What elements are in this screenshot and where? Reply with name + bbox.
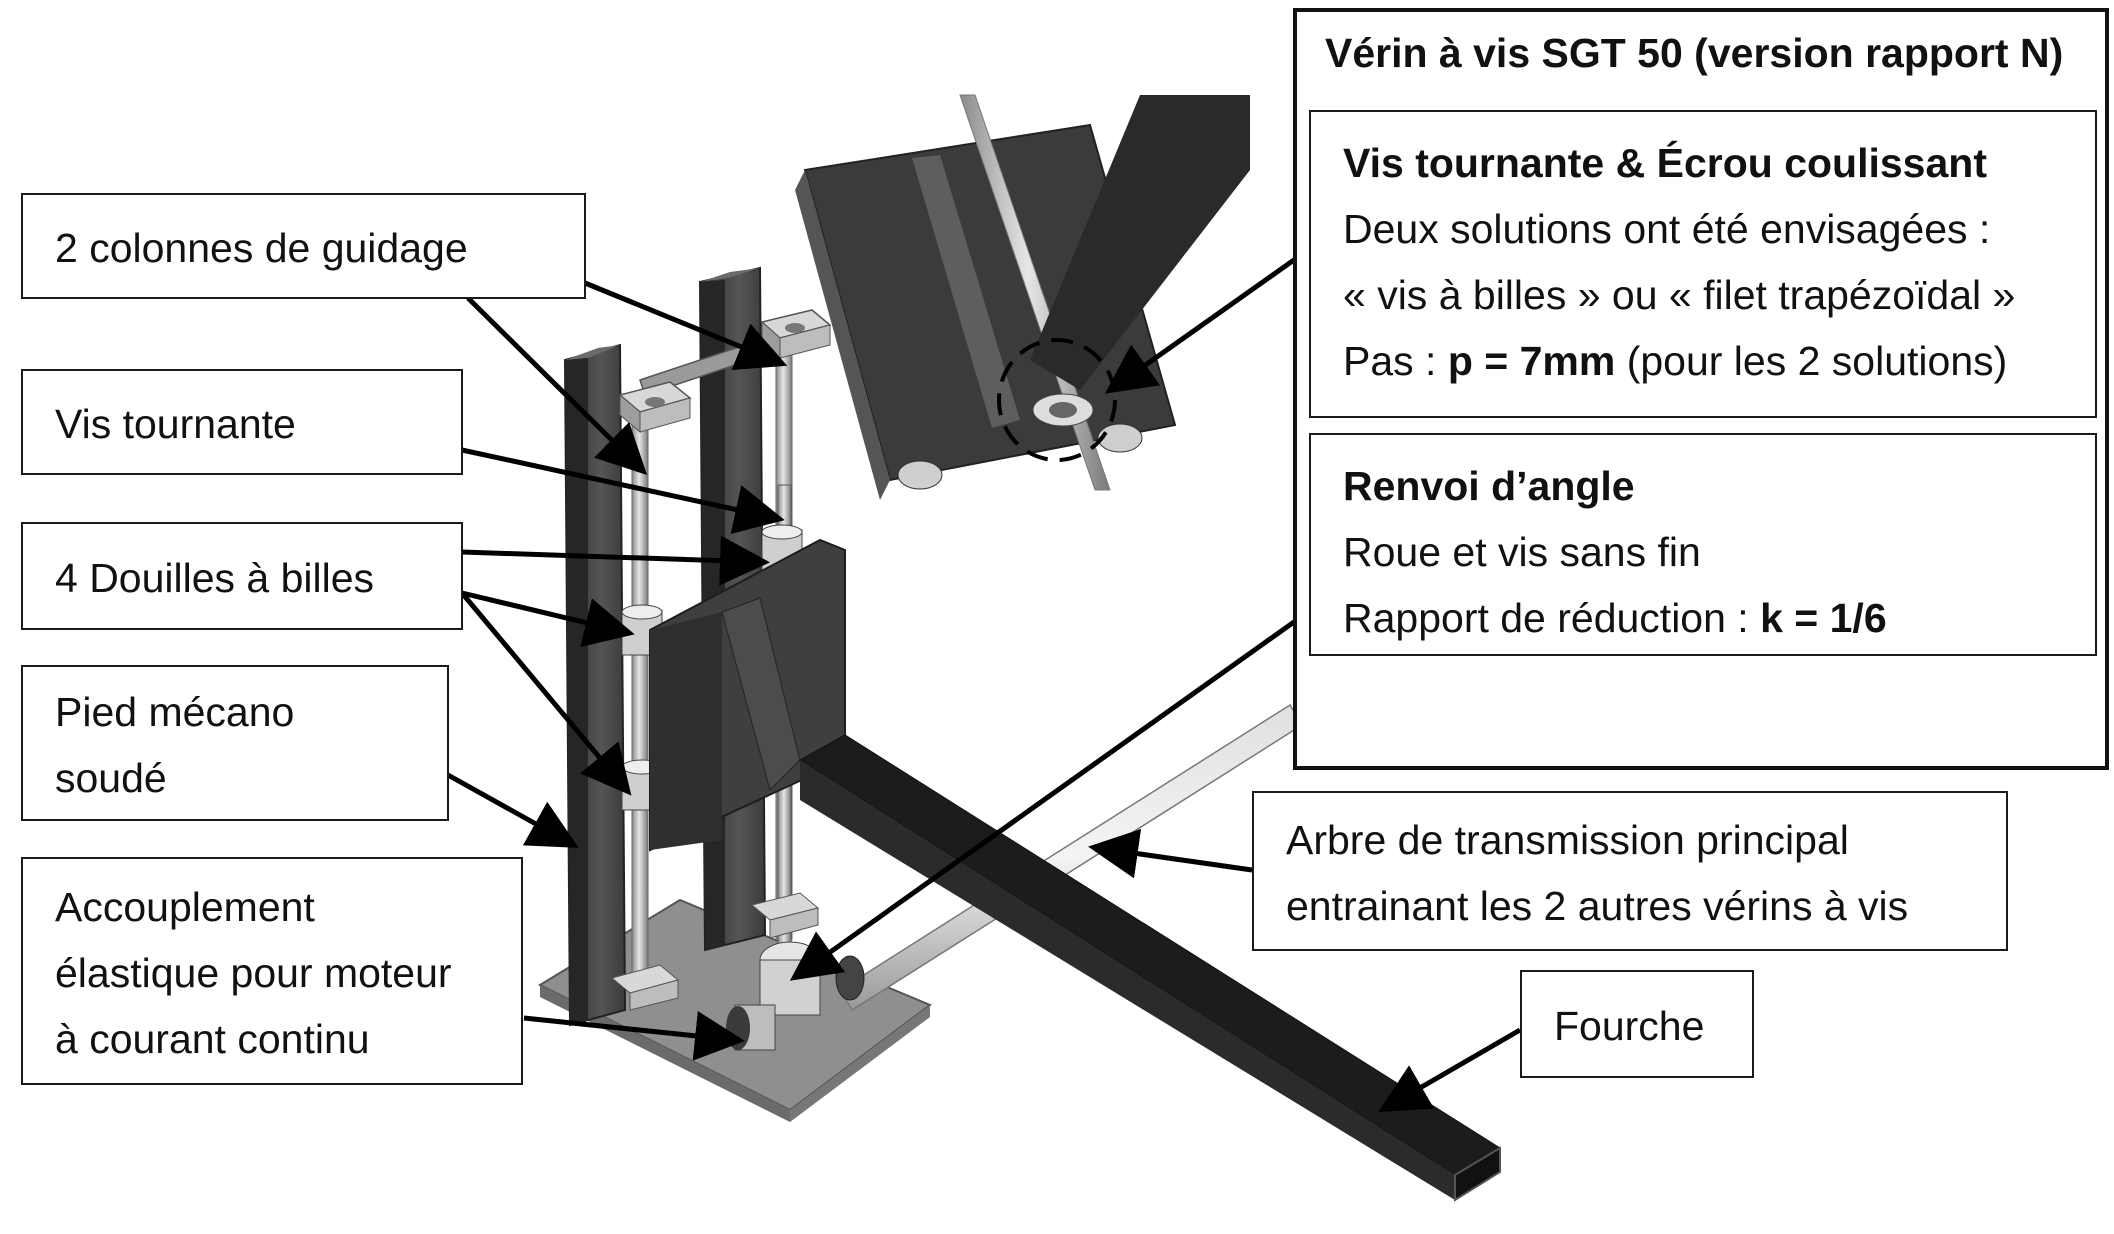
label-fork	[1520, 970, 1754, 1078]
arrow-fork	[1387, 1030, 1520, 1107]
top-block-left	[620, 382, 690, 432]
label-fork-text: Fourche	[1554, 1003, 1705, 1049]
arrow-welded-base	[448, 775, 570, 843]
label-welded-base-line1: Pied mécano	[55, 689, 295, 735]
pitch-value: p = 7mm	[1447, 338, 1616, 384]
ratio-prefix: Rapport de réduction :	[1343, 595, 1761, 641]
angle-drive-box	[1309, 433, 2097, 656]
label-coupling-line2: élastique pour moteur	[55, 950, 452, 996]
label-guide-columns-text: 2 colonnes de guidage	[55, 225, 468, 271]
label-main-shaft-line1: Arbre de transmission principal	[1286, 817, 1849, 863]
label-rotating-screw	[21, 369, 463, 475]
inset-detail-view	[795, 95, 1250, 500]
screw-nut-pitch-line	[1343, 328, 2063, 394]
screw-nut-line2: « vis à billes » ou « filet trapézoïdal »	[1343, 272, 2016, 318]
label-coupling	[21, 857, 523, 1085]
angle-drive-line1: Roue et vis sans fin	[1343, 529, 1701, 575]
info-panel	[1293, 8, 2109, 770]
arrow-main-shaft	[1098, 848, 1252, 870]
angle-drive-heading: Renvoi d’angle	[1343, 463, 1635, 509]
label-rotating-screw-text: Vis tournante	[55, 401, 296, 447]
label-coupling-line3: à courant continu	[55, 1016, 370, 1062]
screw-nut-line1: Deux solutions ont été envisagées :	[1343, 206, 1991, 252]
label-guide-columns	[21, 193, 586, 299]
top-block-right	[762, 310, 830, 358]
pitch-suffix: (pour les 2 solutions)	[1615, 338, 2008, 384]
pitch-prefix: Pas :	[1343, 338, 1448, 384]
guide-rod-left	[632, 410, 648, 980]
panel-title: Vérin à vis SGT 50 (version rapport N)	[1325, 30, 2064, 76]
label-ball-bushings	[21, 522, 463, 630]
label-welded-base-line2: soudé	[55, 755, 167, 801]
label-welded-base	[21, 665, 449, 821]
angle-drive-ratio-line	[1343, 585, 2063, 651]
elastic-coupling	[726, 1005, 775, 1050]
label-main-shaft-line2: entrainant les 2 autres vérins à vis	[1286, 883, 1909, 929]
label-main-shaft	[1252, 791, 2008, 951]
screw-nut-heading: Vis tournante & Écrou coulissant	[1343, 140, 1987, 186]
label-ball-bushings-text: 4 Douilles à billes	[55, 555, 375, 601]
label-coupling-line1: Accouplement	[55, 884, 315, 930]
ratio-value: k = 1/6	[1760, 595, 1887, 641]
screw-nut-box	[1309, 110, 2097, 418]
